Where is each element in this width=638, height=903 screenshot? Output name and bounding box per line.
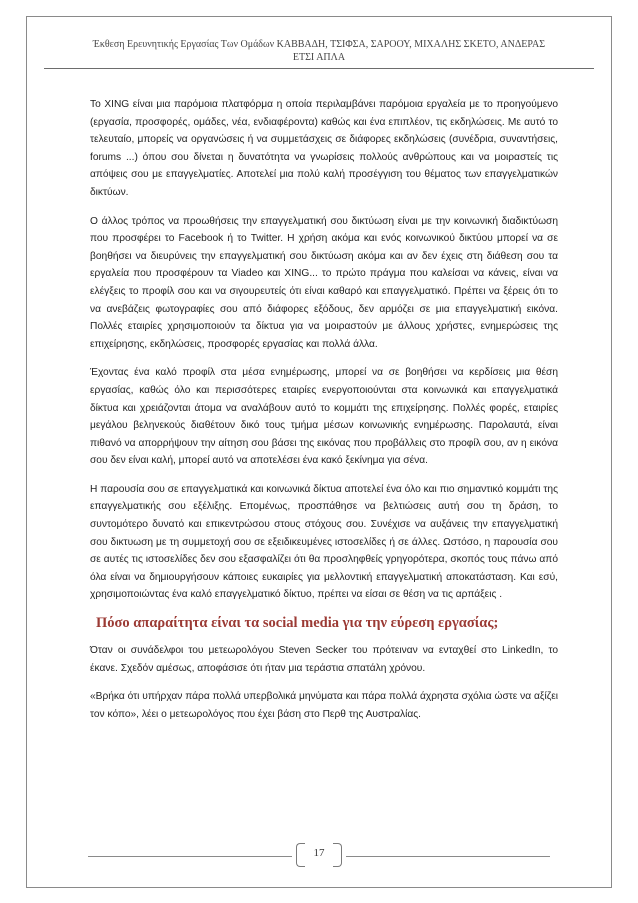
paragraph-xing: Το XING είναι μια παρόμοια πλατφόρμα η οποία περιλαμβάνει παρόμοια εργαλεία με το προηγούμενο (εργασία, προσφορές, ομάδες, νέα, ενδιαφέροντα) καθώς και ένα επιπλέον, τις εκδηλώσεις. Με αυτό το τελευταίο, μπορείς να οργανώσεις ή να συμμετάσχεις σε διάφορες εκδηλώσεις (συνέδρια, συναντήσεις, forums ...) όπου σου δίνεται η δυνατότητα να γνωρίσεις πολλούς ανθρώπους και να μοιραστείς τις απόψεις σου με επαγγελματίες. Αποτελεί μια πολύ καλή προσέγγιση του θέματος των επαγγελματικών δικτύων. [90,99,558,198]
page-number: 17 [313,847,325,859]
footer-rule-left [88,856,292,857]
page-header [40,38,598,64]
paragraph-quote: «Βρήκα ότι υπήρχαν πάρα πολλά υπερβολικά μηνύματα και πάρα πολλά άχρηστα σχόλια ώστε να αξίζει τον κόπο», λέει ο μετεωρολόγος που έχει βάση στο Περθ της Αυστραλίας. [90,691,558,720]
paragraph-presence: Η παρουσία σου σε επαγγελματικά και κοινωνικά δίκτυα αποτελεί ένα όλο και πιο σημαντικό κομμάτι της επαγγελματικής σου εξέλιξης. Επομένως, προσπάθησε να βελτιώσεις αυτή σου τη δράση, το συντομότερο δυνατό και επικεντρώσου στους στόχους σου. Συνέχισε να αυξάνεις την επαγγελματική σου δικτυωση με τη συμμετοχή σου σε εξειδικευμένες ιστοσελίδες ή σε άλλες. Ωστόσο, η παρουσία σου σε αυτές τις ιστοσελίδες δεν σου εξασφαλίζει ότι θα προσληφθείς γρηγορότερα, σκοπός τους πάνω από όλα είναι να δημιουργήσουν κάποιες ευκαιρίες για μελλοντική επαγγελματική αποκατάσταση. Και εσύ, χρησιμοποιώντας ένα καλό επαγγελματικό δίκτυο, πρέπει να είσαι σε θέση να τις αρπάξεις . [90,483,558,601]
paragraph-social-networking: Ο άλλος τρόπος να προωθήσεις την επαγγελματική σου δικτύωση είναι με την κοινωνική διαδικτύωση που προσφέρει το Facebook ή το Twitter. Η χρήση ακόμα και ενός κοινωνικού δικτύου μπορεί να σε βοηθήσει να διευρύνεις την επαγγελματική σου δικτύωση ακόμα και αν δεν έχεις στη διάθεση σου τα εργαλεία που προσφέρουν τα Viadeo και XING... το πρώτο πράγμα που καλείσαι να κάνεις, είναι να ελέγξεις το προφίλ σου και να σιγουρευτείς ότι είναι καθαρό και επαγγελματικό. Πρέπει να ξέρεις ότι το να ανεβάζεις φωτογραφίες σου από διάφορες εξόδους, δεν αρμόζει σε μια επαγγελματική εικόνα. Πολλές εταιρίες χρησιμοποιούν τα δίκτυα για να μοιραστούν με άλλους χρήστες, ενημερώσεις της επιχείρησης, εκδηλώσεις, προσφορές εργασίας και πολλά άλλα. [90,215,558,350]
header-divider [44,68,594,69]
page-number-box [296,843,342,867]
paragraph-steven-secker: Όταν οι συνάδελφοι του μετεωρολόγου Steven Secker του πρότειναν να ενταχθεί στο LinkedIn, το έκανε. Σχεδόν αμέσως, αποφάσισε ότι ήταν μια τεράστια σπατάλη χρόνου. [90,645,558,674]
section-heading: Πόσο απαραίτητα είναι τα social media για την εύρεση εργασίας; [96,615,499,632]
header-line-2: ΕΤΣΙ ΑΠΛΑ [292,52,346,63]
paragraph-good-profile: Έχοντας ένα καλό προφίλ στα μέσα ενημέρωσης, μπορεί να σε βοηθήσει να κερδίσεις μια θέση εργασίας, καθώς όλο και περισσότερες εταιρίες ενεργοποιούνται στα κοινωνικά και επαγγελματικά δίκτυα και χρειάζονται άτομα να αναλάβουν αυτό το κομμάτι της επιχείρησης. Πολλές φορές, εταιρίες μεγάλου βεληνεκούς διαθέτουν δικό τους τμήμα μέσων κοινωνικής ενημέρωσης. Παρολαυτά, είναι πιθανό να απορρήψουν την αίτηση σου βάσει της εικόνας που προβάλλεις στο προφίλ σου, αν η εικόνα σου δεν είναι καλή, μπορεί αυτό να αποτελέσει ένα κακό ξεκίνημα για σένα. [90,367,558,467]
footer-rule-right [346,856,550,857]
document-body [90,96,558,734]
header-line-1: Έκθεση Ερευνητικής Εργασίας Των Ομάδων ΚΑΒΒΑΔΗ, ΤΣΙΦΣΑ, ΣΑΡΟΟΥ, ΜΙΧΑΛΗΣ ΣΚΕΤΟ, ΑΝΔΕΡΑΣ [92,39,546,50]
